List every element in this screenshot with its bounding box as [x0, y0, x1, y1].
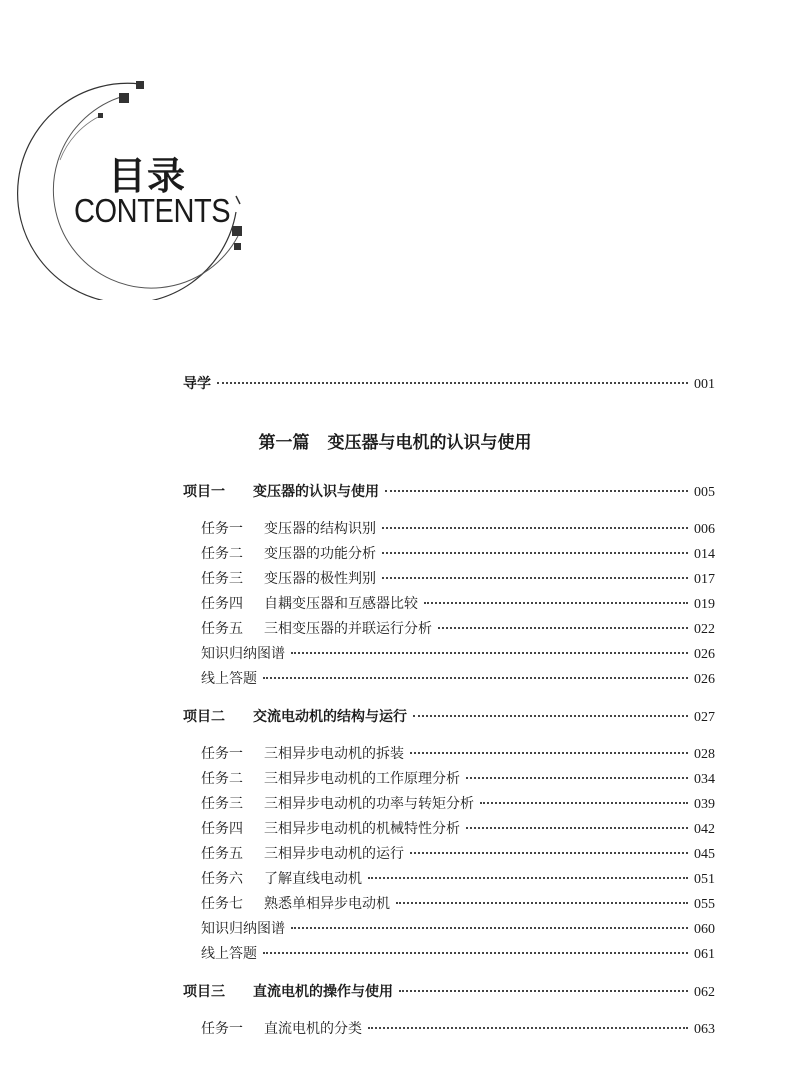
toc-entry-task[interactable] [201, 893, 715, 915]
dot-leader [217, 382, 688, 384]
toc-page-number: 055 [694, 897, 715, 912]
toc-entry-prefix: 任务一 [201, 746, 243, 762]
dot-leader [399, 990, 688, 992]
toc-entry-prefix: 任务二 [201, 546, 243, 562]
toc-page-number: 063 [694, 1022, 715, 1037]
dot-leader [382, 577, 688, 579]
dot-leader [368, 877, 688, 879]
toc-entry-title: 三相异步电动机的机械特性分析 [264, 821, 460, 837]
toc-page-number: 006 [694, 522, 715, 537]
toc-entry-title: 知识归纳图谱 [201, 921, 285, 937]
toc-entry-project[interactable] [183, 481, 715, 503]
toc-entry-title: 直流电机的分类 [264, 1021, 362, 1037]
toc-entry-title: 知识归纳图谱 [201, 646, 285, 662]
toc-entry-prefix: 任务三 [201, 571, 243, 587]
toc-entry-title: 直流电机的操作与使用 [253, 984, 393, 1000]
dot-leader [438, 627, 688, 629]
dot-leader [368, 1027, 688, 1029]
part-title: 变压器与电机的认识与使用 [327, 433, 532, 453]
dot-leader [424, 602, 688, 604]
part-number: 第一篇 [258, 433, 310, 453]
toc-entry-task[interactable] [201, 868, 715, 890]
toc-entry-title: 交流电动机的结构与运行 [253, 709, 407, 725]
toc-entry-task[interactable] [201, 518, 715, 540]
toc-entry-title: 自耦变压器和互感器比较 [264, 596, 418, 612]
toc-page-number: 028 [694, 747, 715, 762]
toc-entry-prefix: 项目一 [183, 484, 225, 500]
dot-leader [396, 902, 688, 904]
toc-page-number: 017 [694, 572, 715, 587]
toc-entry-title: 变压器的认识与使用 [253, 484, 379, 500]
toc-entry-prefix: 任务一 [201, 521, 243, 537]
toc-page-number: 042 [694, 822, 715, 837]
toc-entry-intro[interactable] [183, 373, 715, 395]
toc-page-number: 060 [694, 922, 715, 937]
toc-entry-title: 三相异步电动机的工作原理分析 [264, 771, 460, 787]
toc-page-number: 062 [694, 985, 715, 1000]
toc-entry-prefix: 任务四 [201, 596, 243, 612]
dot-leader [385, 490, 688, 492]
toc-page-number: 019 [694, 597, 715, 612]
toc-entry-task[interactable] [201, 618, 715, 640]
dot-leader [466, 827, 688, 829]
toc-entry-title: 变压器的极性判别 [264, 571, 376, 587]
toc-entry-task[interactable] [201, 543, 715, 565]
toc-page-number: 001 [694, 377, 715, 392]
toc-page-number: 027 [694, 710, 715, 725]
dot-leader [291, 927, 688, 929]
toc-page-number: 026 [694, 672, 715, 687]
contents-title-cn: 目录 [108, 154, 187, 198]
toc-page-number: 026 [694, 647, 715, 662]
toc-entry-task[interactable] [201, 943, 715, 965]
toc-entry-task[interactable] [201, 643, 715, 665]
toc-page-number: 061 [694, 947, 715, 962]
toc-entry-title: 三相异步电动机的运行 [264, 846, 404, 862]
toc-entry-prefix: 任务四 [201, 821, 243, 837]
dot-leader [410, 752, 688, 754]
toc-entry-project[interactable] [183, 706, 715, 728]
toc-entry-prefix: 任务三 [201, 796, 243, 812]
toc-entry-task[interactable] [201, 793, 715, 815]
toc-page-number: 039 [694, 797, 715, 812]
toc-entry-prefix: 任务五 [201, 621, 243, 637]
dot-leader [413, 715, 688, 717]
toc-entry-title: 熟悉单相异步电动机 [264, 896, 390, 912]
toc-entry-task[interactable] [201, 1018, 715, 1040]
toc-entry-prefix: 任务五 [201, 846, 243, 862]
dot-leader [291, 652, 688, 654]
toc-entry-task[interactable] [201, 668, 715, 690]
toc-entry-prefix: 任务七 [201, 896, 243, 912]
toc-entry-title: 三相异步电动机的拆装 [264, 746, 404, 762]
dot-leader [382, 527, 688, 529]
toc-entry-task[interactable] [201, 743, 715, 765]
toc-page-number: 051 [694, 872, 715, 887]
toc-entry-task[interactable] [201, 918, 715, 940]
toc-entry-title: 线上答题 [201, 946, 257, 962]
dot-leader [480, 802, 688, 804]
toc-entry-prefix: 项目三 [183, 984, 225, 1000]
dot-leader [410, 852, 688, 854]
toc-page-number: 022 [694, 622, 715, 637]
dot-leader [263, 677, 688, 679]
toc-entry-project[interactable] [183, 981, 715, 1003]
toc-entry-title: 变压器的结构识别 [264, 521, 376, 537]
toc-entry-prefix: 项目二 [183, 709, 225, 725]
toc-entry-title: 变压器的功能分析 [264, 546, 376, 562]
toc-page-number: 014 [694, 547, 715, 562]
dot-leader [382, 552, 688, 554]
dot-leader [466, 777, 688, 779]
toc-page-number: 005 [694, 485, 715, 500]
dot-leader [263, 952, 688, 954]
toc-entry-title: 三相变压器的并联运行分析 [264, 621, 432, 637]
toc-entry-prefix: 任务二 [201, 771, 243, 787]
toc-page-number: 045 [694, 847, 715, 862]
toc-entry-task[interactable] [201, 843, 715, 865]
contents-title-en: CONTENTS [74, 192, 231, 229]
toc-entry-task[interactable] [201, 768, 715, 790]
toc-entry-task[interactable] [201, 593, 715, 615]
toc-entry-title: 了解直线电动机 [264, 871, 362, 887]
part-heading [0, 428, 790, 453]
toc-entry-title: 三相异步电动机的功率与转矩分析 [264, 796, 474, 812]
toc-entry-title: 导学 [183, 376, 211, 392]
toc-page-number: 034 [694, 772, 715, 787]
toc-entry-task[interactable] [201, 568, 715, 590]
toc-entry-prefix: 任务六 [201, 871, 243, 887]
toc-entry-task[interactable] [201, 818, 715, 840]
toc-entry-prefix: 任务一 [201, 1021, 243, 1037]
toc-entry-title: 线上答题 [201, 671, 257, 687]
